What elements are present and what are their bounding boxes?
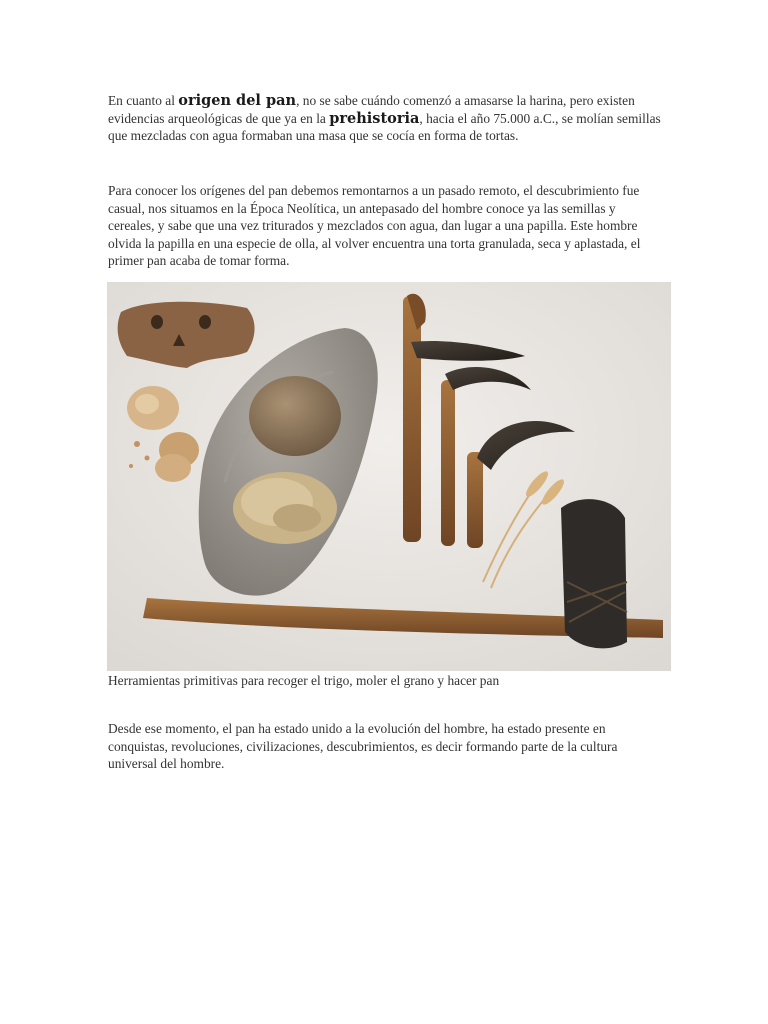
tools-illustration <box>107 282 671 671</box>
grinding-stone-handstone <box>249 376 341 456</box>
highlight-prehistoria: prehistoria <box>329 109 420 127</box>
intro-text-middle: , no se sabe cuándo comenzó a amasarse la harina, pero existen evidencias arqueológicas de que ya en la <box>108 93 635 126</box>
intro-text-start: En cuanto al <box>108 93 179 108</box>
paragraph-origins: Para conocer los orígenes del pan debemos remontarnos a un pasado remoto, el descubrimiento fue casual, nos situamos en la Época Neolítica, un antepasado del hombre conoce ya las semillas y cereales, y sabe que una vez triturados y mezclados con agua, dan lugar a una papilla. Este hombre olvida la papilla en una especie de olla, al volver encuentra una torta granulada, seca y aplastada, el primer pan acaba de tomar forma. <box>108 183 641 269</box>
figure-caption: Herramientas primitivas para recoger el trigo, moler el grano y hacer pan <box>108 673 500 688</box>
figure-primitive-tools-photo <box>107 282 671 671</box>
wheat-grains-pile <box>233 472 337 544</box>
paragraph-intro <box>108 92 664 145</box>
intro-text-end: , hacia el año 75.000 a.C., se molían semillas que mezcladas con agua formaban una masa que se cocía en forma de tortas. <box>108 110 661 144</box>
highlight-origen-del-pan: origen del pan <box>178 92 297 109</box>
paragraph-conclusion: Desde ese momento, el pan ha estado unido a la evolución del hombre, ha estado presente en conquistas, revoluciones, civilizaciones, descubrimientos, es decir formando parte de la cultura universal del hombre. <box>108 721 618 772</box>
